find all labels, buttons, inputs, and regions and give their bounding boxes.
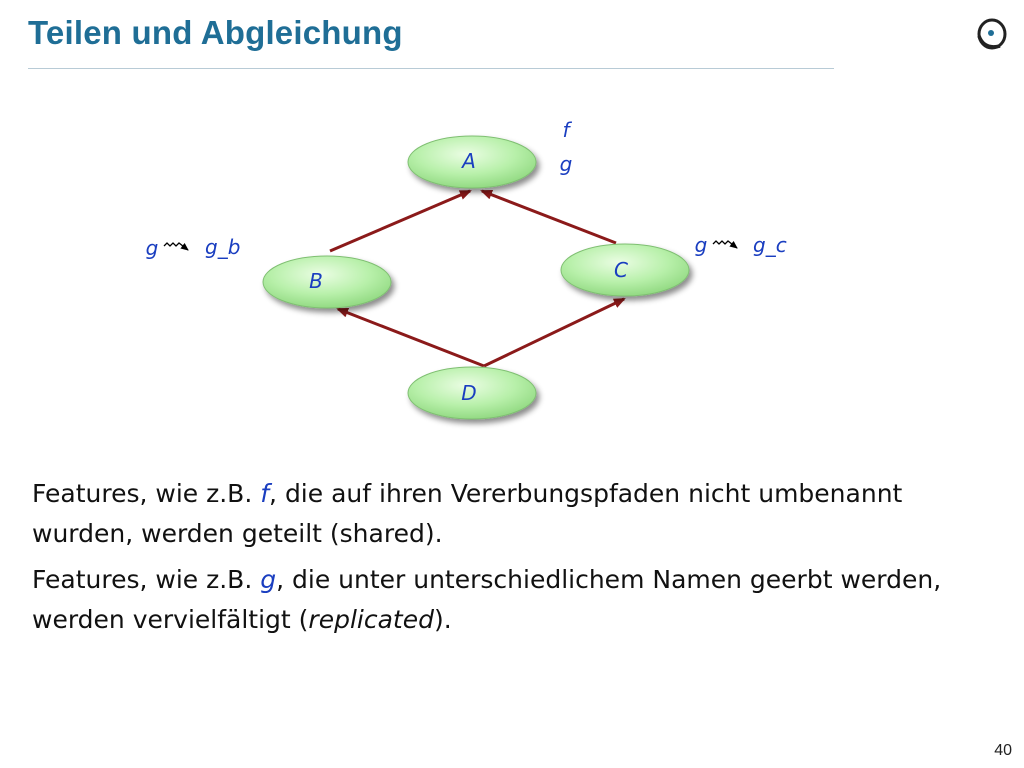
- node-a: [408, 136, 536, 188]
- node-b: [263, 256, 391, 308]
- paragraph-replicated: Features, wie z.B. g, die unter unterschiedlichem Namen geerbt werden, werden vervielfältigt (replicated).: [32, 565, 942, 634]
- rename-arrow-icon: [713, 241, 737, 248]
- paragraph-shared: Features, wie z.B. f, die auf ihren Vererbungspfaden nicht umbenannt wurden, werden geteilt (shared).: [32, 479, 903, 548]
- rename-c-from: g: [694, 233, 708, 257]
- rename-arrow-icon: [164, 243, 188, 250]
- node-d-label: D: [461, 381, 477, 405]
- feature-f-label: f: [562, 118, 570, 142]
- feature-f: f: [260, 479, 270, 508]
- rename-c-to: g_c: [753, 233, 787, 257]
- node-b-label: B: [309, 269, 323, 293]
- feature-g-label: g: [559, 152, 573, 176]
- feature-g: g: [260, 565, 277, 594]
- arrow-b-to-a: [330, 191, 470, 251]
- body-text: [32, 474, 992, 646]
- rename-b: [146, 235, 241, 260]
- node-c-label: C: [614, 258, 628, 282]
- rename-b-from: g: [145, 236, 159, 260]
- replicated-emphasis: replicated: [308, 605, 434, 634]
- node-a-label: A: [462, 149, 476, 173]
- arrow-d-to-c: [484, 299, 624, 366]
- arrow-d-to-b: [338, 309, 484, 366]
- page-number: 40: [994, 742, 1012, 759]
- rename-b-to: g_b: [205, 235, 241, 259]
- slide-title: Teilen und Abgleichung: [28, 14, 403, 51]
- node-c: [561, 244, 689, 296]
- node-d: [408, 367, 536, 419]
- arrow-c-to-a: [482, 191, 616, 243]
- rename-c: [695, 233, 787, 257]
